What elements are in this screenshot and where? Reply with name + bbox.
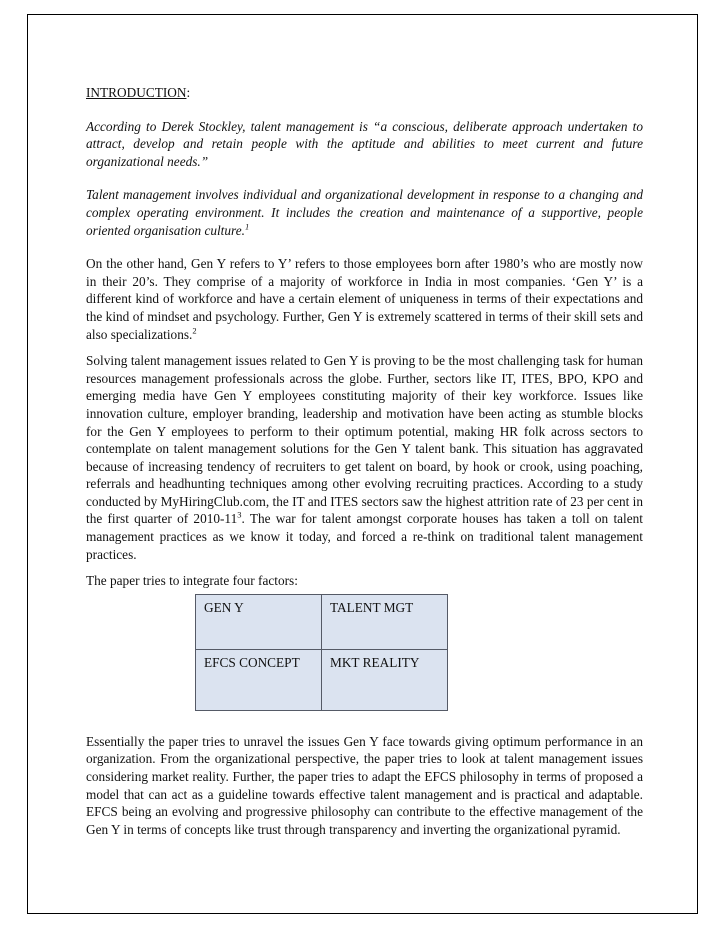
section-heading (86, 84, 643, 102)
paragraph-definition: According to Derek Stockley, talent management is “a conscious, deliberate approach undertaken to attract, develop and retain people with the aptitude and abilities to meet current and future organizational needs.” (86, 118, 643, 169)
paragraph-text: Talent management involves individual and organizational development in response to a changing and complex operating environment. It includes the creation and maintenance of a supportive, people oriented organisation culture. (86, 187, 643, 238)
paragraph-text-tail: . The war for talent amongst corporate houses has taken a toll on talent management practices as we know it today, and forced a re-think on traditional talent management practices. (86, 511, 643, 562)
factors-table (195, 594, 448, 711)
table-cell-efcs-concept: EFCS CONCEPT (196, 649, 322, 710)
paragraph-challenges (86, 352, 643, 563)
paragraph-gen-y (86, 255, 643, 343)
paragraph-talent-management (86, 186, 643, 239)
table-cell-gen-y: GEN Y (196, 594, 322, 649)
heading-colon: : (186, 85, 191, 100)
table-row (196, 594, 448, 649)
paragraph-text: Solving talent management issues related to Gen Y is proving to be the most challenging task for human resources management professionals across the globe. Further, sectors like IT, ITES, BPO, KPO and emerging media have Gen Y employees constituting majority of their key workforce. Issues like innovation culture, employer branding, leadership and motivation have been acting as stumble blocks for the Gen Y employees to perform to their optimum potential, making HR folk across sectors to contemplate on talent management solutions for the Gen Y talent bank. This situation has aggravated because of increasing tendency of recruiters to get talent on board, by hook or crook, using poaching, referrals and headhunting techniques among other evolving recruiting practices. According to a study conducted by MyHiringClub.com, the IT and ITES sectors saw the highest attrition rate of 23 per cent in the first quarter of 2010-11 (86, 353, 643, 527)
footnote-marker: 1 (244, 221, 250, 232)
footnote-marker: 3 (237, 510, 242, 521)
paragraph-integrate: The paper tries to integrate four factors: (86, 573, 298, 589)
paragraph-essentially: Essentially the paper tries to unravel the issues Gen Y face towards giving optimum performance in an organization. From the organizational perspective, the paper tries to look at talent management issues considering market reality. Further, the paper tries to adapt the EFCS philosophy in terms of proposed a model that can act as a guideline towards effective talent management and is practical and adaptable. EFCS being an evolving and progressive philosophy can contribute to the effective management of the Gen Y in terms of concepts like trust through transparency and inverting the organizational pyramid. (86, 733, 643, 837)
heading-text: INTRODUCTION (86, 85, 187, 100)
table-cell-mkt-reality: MKT REALITY (322, 649, 448, 710)
document-body (86, 84, 643, 847)
paragraph-text: On the other hand, Gen Y refers to Y’ refers to those employees born after 1980’s who are mostly now in their 20’s. They comprise of a majority of workforce in India in most companies. ‘Gen Y’ is a different kind of workforce and have a certain element of uniqueness in terms of their expectations and the kind of mindset and psychology. Further, Gen Y is extremely scattered in terms of their skill sets and also specializations. (86, 256, 643, 342)
table-cell-talent-mgt: TALENT MGT (322, 594, 448, 649)
table-row (196, 649, 448, 710)
footnote-marker: 2 (192, 325, 197, 336)
